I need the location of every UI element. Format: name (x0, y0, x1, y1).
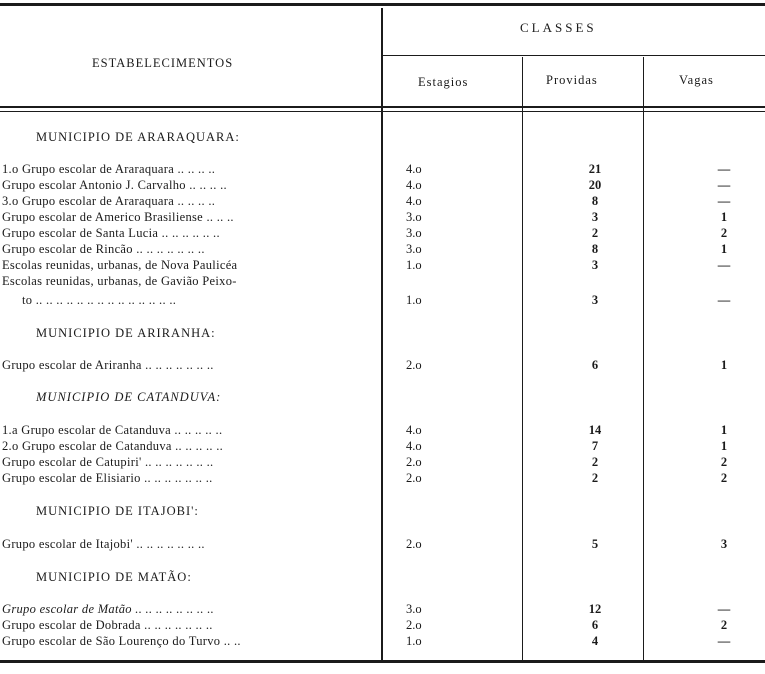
header-rule-2 (0, 111, 765, 112)
row-providas: 6 (591, 618, 599, 632)
row-estagio: 2.o (406, 471, 422, 485)
row-providas: 20 (588, 178, 602, 192)
row-vagas: 3 (720, 537, 728, 551)
header-vagas: Vagas (679, 73, 714, 87)
row-estagio: 4.o (406, 162, 422, 176)
table-row (0, 178, 765, 194)
row-estagio: 4.o (406, 178, 422, 192)
header-providas: Providas (546, 73, 598, 87)
row-estagio: 2.o (406, 358, 422, 372)
row-vagas: 1 (720, 242, 728, 256)
municipio-heading: MUNICIPIO DE CATANDUVA: (36, 390, 222, 404)
row-vagas: 2 (720, 455, 728, 469)
row-name: Grupo escolar de Matão .. .. .. .. .. .. .. .. (2, 602, 215, 616)
table-row (0, 210, 765, 226)
table-row (0, 226, 765, 242)
row-name: Grupo escolar de Ariranha .. .. .. .. .. .. .. (2, 358, 214, 372)
row-estagio: 3.o (406, 226, 422, 240)
table-row (0, 274, 765, 290)
row-estagio: 3.o (406, 210, 422, 224)
row-name: 1.a Grupo escolar de Catanduva .. .. .. .. .. (2, 423, 223, 437)
row-vagas: 2 (720, 226, 728, 240)
row-estagio: 2.o (406, 537, 422, 551)
row-vagas: — (717, 194, 731, 208)
row-providas: 8 (591, 242, 599, 256)
table-row (0, 194, 765, 210)
municipio-heading: MUNICIPIO DE MATÃO: (36, 570, 192, 584)
classes-underline (383, 55, 765, 56)
row-name: Escolas reunidas, urbanas, de Nova Paulicéa (2, 258, 238, 272)
row-name: Grupo escolar de Dobrada .. .. .. .. .. .. .. (2, 618, 213, 632)
row-providas: 12 (588, 602, 602, 616)
row-estagio: 4.o (406, 423, 422, 437)
row-providas: 14 (588, 423, 602, 437)
table-row (0, 634, 765, 650)
municipio-heading: MUNICIPIO DE ARARAQUARA: (36, 130, 240, 144)
table-row (0, 602, 765, 618)
table-row (0, 358, 765, 374)
row-vagas: 1 (720, 423, 728, 437)
row-vagas: — (717, 602, 731, 616)
row-estagio: 1.o (406, 293, 422, 307)
row-vagas: 1 (720, 439, 728, 453)
row-name: Grupo escolar de Itajobi' .. .. .. .. .. .. .. (2, 537, 205, 551)
table-row (0, 455, 765, 471)
row-name: to .. .. .. .. .. .. .. .. .. .. .. .. .. .. (22, 293, 177, 307)
row-providas: 2 (591, 455, 599, 469)
bottom-rule (0, 660, 765, 663)
table-row (0, 242, 765, 258)
row-estagio: 3.o (406, 242, 422, 256)
row-estagio: 3.o (406, 602, 422, 616)
row-estagio: 4.o (406, 194, 422, 208)
table-row (0, 258, 765, 274)
row-vagas: — (717, 293, 731, 307)
table-row (0, 423, 765, 439)
row-estagio: 1.o (406, 258, 422, 272)
row-providas: 7 (591, 439, 599, 453)
municipio-heading: MUNICIPIO DE ITAJOBI': (36, 504, 199, 518)
table-row (0, 471, 765, 487)
table-row (0, 439, 765, 455)
row-vagas: — (717, 258, 731, 272)
row-vagas: 1 (720, 358, 728, 372)
row-name: Grupo escolar de Elisiario .. .. .. .. .. .. .. (2, 471, 213, 485)
row-estagio: 2.o (406, 455, 422, 469)
row-providas: 3 (591, 210, 599, 224)
header-estagios: Estagios (418, 75, 469, 89)
row-name: 1.o Grupo escolar de Araraquara .. .. .. .. (2, 162, 216, 176)
table-row (0, 618, 765, 634)
top-rule (0, 3, 765, 6)
row-estagio: 1.o (406, 634, 422, 648)
municipio-heading: MUNICIPIO DE ARIRANHA: (36, 326, 216, 340)
header-estabelecimentos: ESTABELECIMENTOS (92, 56, 234, 70)
row-providas: 6 (591, 358, 599, 372)
row-vagas: — (717, 162, 731, 176)
row-providas: 2 (591, 226, 599, 240)
row-name: Grupo escolar Antonio J. Carvalho .. .. .. .. (2, 178, 227, 192)
row-providas: 3 (591, 258, 599, 272)
row-name: Grupo escolar de Americo Brasiliense .. .. .. (2, 210, 234, 224)
table-row (0, 162, 765, 178)
row-estagio: 2.o (406, 618, 422, 632)
row-name: Grupo escolar de São Lourenço do Turvo .. .. (2, 634, 241, 648)
row-name: 2.o Grupo escolar de Catanduva .. .. .. .. .. (2, 439, 224, 453)
header-rule-1 (0, 106, 765, 108)
header-classes: CLASSES (520, 20, 597, 35)
row-name: 3.o Grupo escolar de Araraquara .. .. .. .. (2, 194, 216, 208)
row-providas: 8 (591, 194, 599, 208)
row-providas: 4 (591, 634, 599, 648)
row-providas: 21 (588, 162, 602, 176)
row-name: Grupo escolar de Santa Lucia .. .. .. .. .. .. (2, 226, 220, 240)
row-vagas: 2 (720, 471, 728, 485)
row-name: Grupo escolar de Rincão .. .. .. .. .. .. .. (2, 242, 205, 256)
table-row (0, 537, 765, 553)
row-vagas: 2 (720, 618, 728, 632)
row-name: Escolas reunidas, urbanas, de Gavião Peixo- (2, 274, 237, 288)
row-estagio: 4.o (406, 439, 422, 453)
row-vagas: — (717, 178, 731, 192)
row-providas: 3 (591, 293, 599, 307)
row-providas: 2 (591, 471, 599, 485)
row-providas: 5 (591, 537, 599, 551)
row-vagas: 1 (720, 210, 728, 224)
table-row (0, 293, 765, 309)
row-vagas: — (717, 634, 731, 648)
row-name: Grupo escolar de Catupiri' .. .. .. .. .. .. .. (2, 455, 214, 469)
